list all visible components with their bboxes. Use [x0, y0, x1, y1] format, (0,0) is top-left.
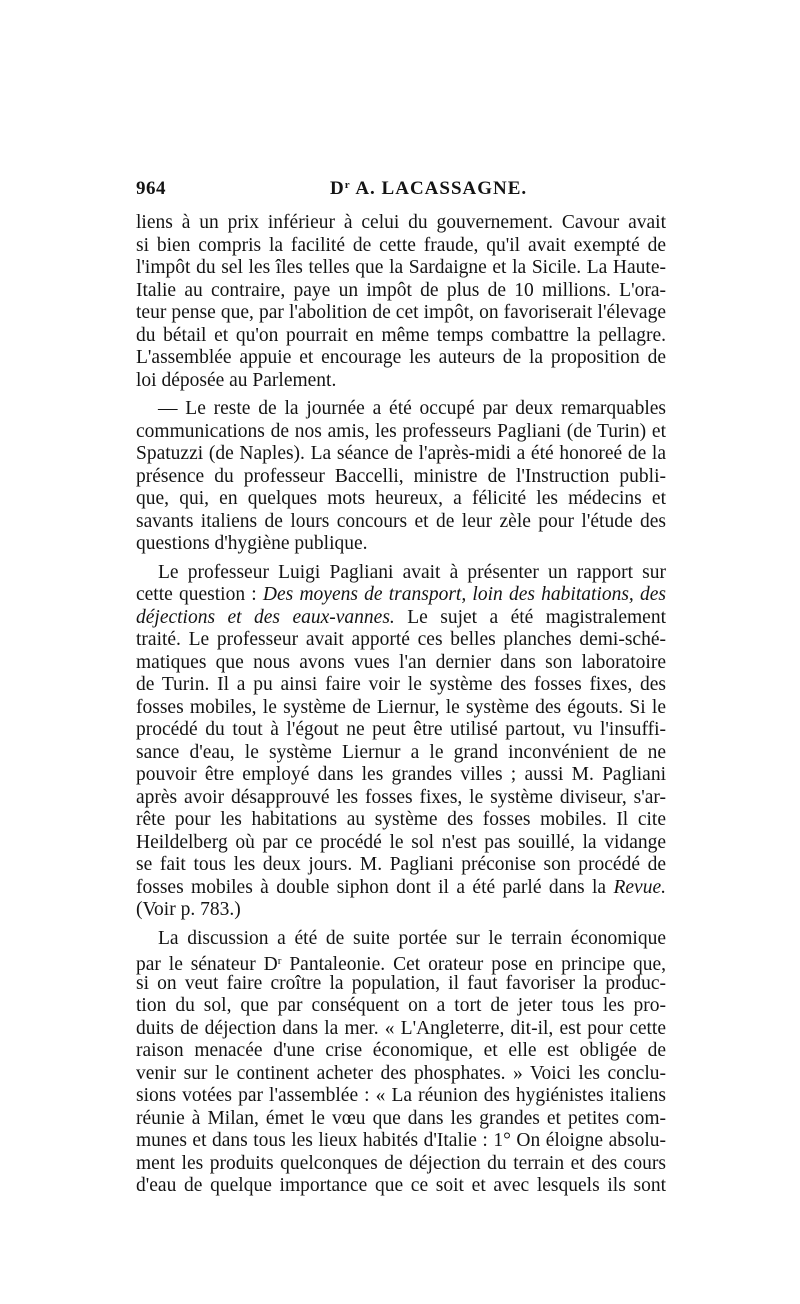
text-line: Spatuzzi (de Naples). La séance de l'après-midi a été honoreé de la: [136, 443, 666, 464]
text-line: (Voir p. 783.): [136, 899, 241, 920]
page-number: 964: [136, 178, 166, 199]
paragraph-2: [136, 398, 666, 556]
text-line: si bien compris la facilité de cette fraude, qu'il avait exempté de: [136, 234, 666, 256]
text-line: duits de déjection dans la mer. « L'Angleterre, dit-il, est pour cette: [136, 1017, 666, 1039]
text-line: raison menacée d'une crise économique, et elle est obligée de: [136, 1040, 666, 1061]
text-line: ment les produits quelconques de déjection du terrain et des cours: [136, 1152, 666, 1174]
text-line: [136, 877, 666, 900]
text-line: pouvoir être employé dans les grandes villes ; aussi M. Pagliani: [136, 764, 666, 785]
text-line: sance d'eau, le système Liernur a le grand inconvénient de ne: [136, 741, 666, 763]
text-line: L'assemblée appuie et encourage les auteurs de la proposition de: [136, 347, 666, 368]
text-line: [136, 584, 666, 607]
text-line: tion du sol, que par conséquent on a tort de jeter tous les pro-: [136, 995, 666, 1016]
text-line: liens à un prix inférieur à celui du gouvernement. Cavour avait: [136, 212, 666, 233]
text-line: [136, 607, 666, 630]
text-line: matiques que nous avons vues l'an dernier dans son laboratoire: [136, 651, 666, 673]
text-line: traité. Le professeur avait apporté ces belles planches demi-sché-: [136, 629, 666, 650]
text-line: communications de nos amis, les professeurs Pagliani (de Turin) et: [136, 420, 666, 442]
italic-title: Des moyens de transport, loin des habitations, des: [262, 584, 666, 605]
text-line: munes et dans tous les lieux habités d'Italie : 1° On éloigne absolu-: [136, 1130, 666, 1151]
text-line: sions votées par l'assemblée : « La réunion des hygiénistes italiens: [136, 1085, 666, 1106]
text-line: loi déposée au Parlement.: [136, 369, 337, 391]
text-run: Pantaleonie. Cet orateur pose en principe que,: [281, 954, 666, 975]
text-run: cette question :: [136, 584, 263, 605]
text-line: procédé du tout à l'égout ne peut être utilisé partout, vu l'insuffi-: [136, 719, 666, 740]
author-superscript: r: [344, 179, 351, 191]
text-line: après avoir désapprouvé les fosses fixes, le système diviseur, s'ar-: [136, 786, 666, 808]
body-text: [136, 212, 666, 1198]
text-line: [136, 950, 666, 973]
paragraph-3: [136, 562, 666, 922]
text-line: — Le reste de la journée a été occupé par deux remarquables: [158, 398, 666, 419]
text-line: se fait tous les deux jours. M. Pagliani préconise son procédé de: [136, 854, 666, 875]
text-line: de Turin. Il a pu ainsi faire voir le système des fosses fixes, des: [136, 674, 666, 695]
running-head-author: [330, 178, 527, 200]
text-run: par le sénateur D: [136, 954, 278, 975]
text-line: si on veut faire croître la population, il faut favoriser la produc-: [136, 972, 666, 994]
italic-title: déjections et des eaux-vannes.: [136, 606, 395, 628]
text-line: présence du professeur Baccelli, ministre de l'Instruction publi-: [136, 465, 666, 487]
text-line: d'eau de quelque importance que ce soit et avec lesquels ils sont: [136, 1175, 666, 1196]
text-line: Heildelberg où par ce procédé le sol n'est pas souillé, la vidange: [136, 831, 666, 853]
text-line: l'impôt du sel les îles telles que la Sardaigne et la Sicile. La Haute-: [136, 257, 666, 278]
text-line: Italie au contraire, paye un impôt de plus de 10 millions. L'ora-: [136, 279, 666, 301]
text-line: La discussion a été de suite portée sur le terrain économique: [158, 927, 666, 949]
text-line: du bétail et qu'on pourrait en même temps combattre la pellagre.: [136, 324, 666, 346]
running-head: [136, 178, 666, 206]
paragraph-1: [136, 212, 666, 392]
text-run: Le sujet a été magistralement: [394, 606, 666, 628]
text-line: que, qui, en quelques mots heureux, a félicité les médecins et: [136, 488, 666, 509]
text-line: venir sur le continent acheter des phosphates. » Voici les conclu-: [136, 1062, 666, 1084]
paragraph-4: [136, 928, 666, 1198]
author-name: A. LACASSAGNE.: [350, 178, 528, 199]
superscript: r: [277, 955, 282, 967]
text-line: teur pense que, par l'abolition de cet impôt, on favoriserait l'élevage: [136, 302, 666, 323]
text-line: savants italiens de lours concours et de leur zèle pour l'étude des: [136, 510, 666, 532]
text-line: fosses mobiles, le système de Liernur, le système des égouts. Si le: [136, 696, 666, 718]
text-line: questions d'hygiène publique.: [136, 533, 368, 554]
author-prefix: D: [330, 178, 345, 199]
text-line: Le professeur Luigi Pagliani avait à présenter un rapport sur: [158, 561, 666, 583]
text-run: fosses mobiles à double siphon dont il a été parlé dans la: [136, 876, 614, 898]
text-line: réunie à Milan, émet le vœu que dans les grandes et petites com-: [136, 1107, 666, 1129]
italic-title: Revue.: [613, 876, 666, 898]
text-line: rête pour les habitations au système des fosses mobiles. Il cite: [136, 809, 666, 830]
